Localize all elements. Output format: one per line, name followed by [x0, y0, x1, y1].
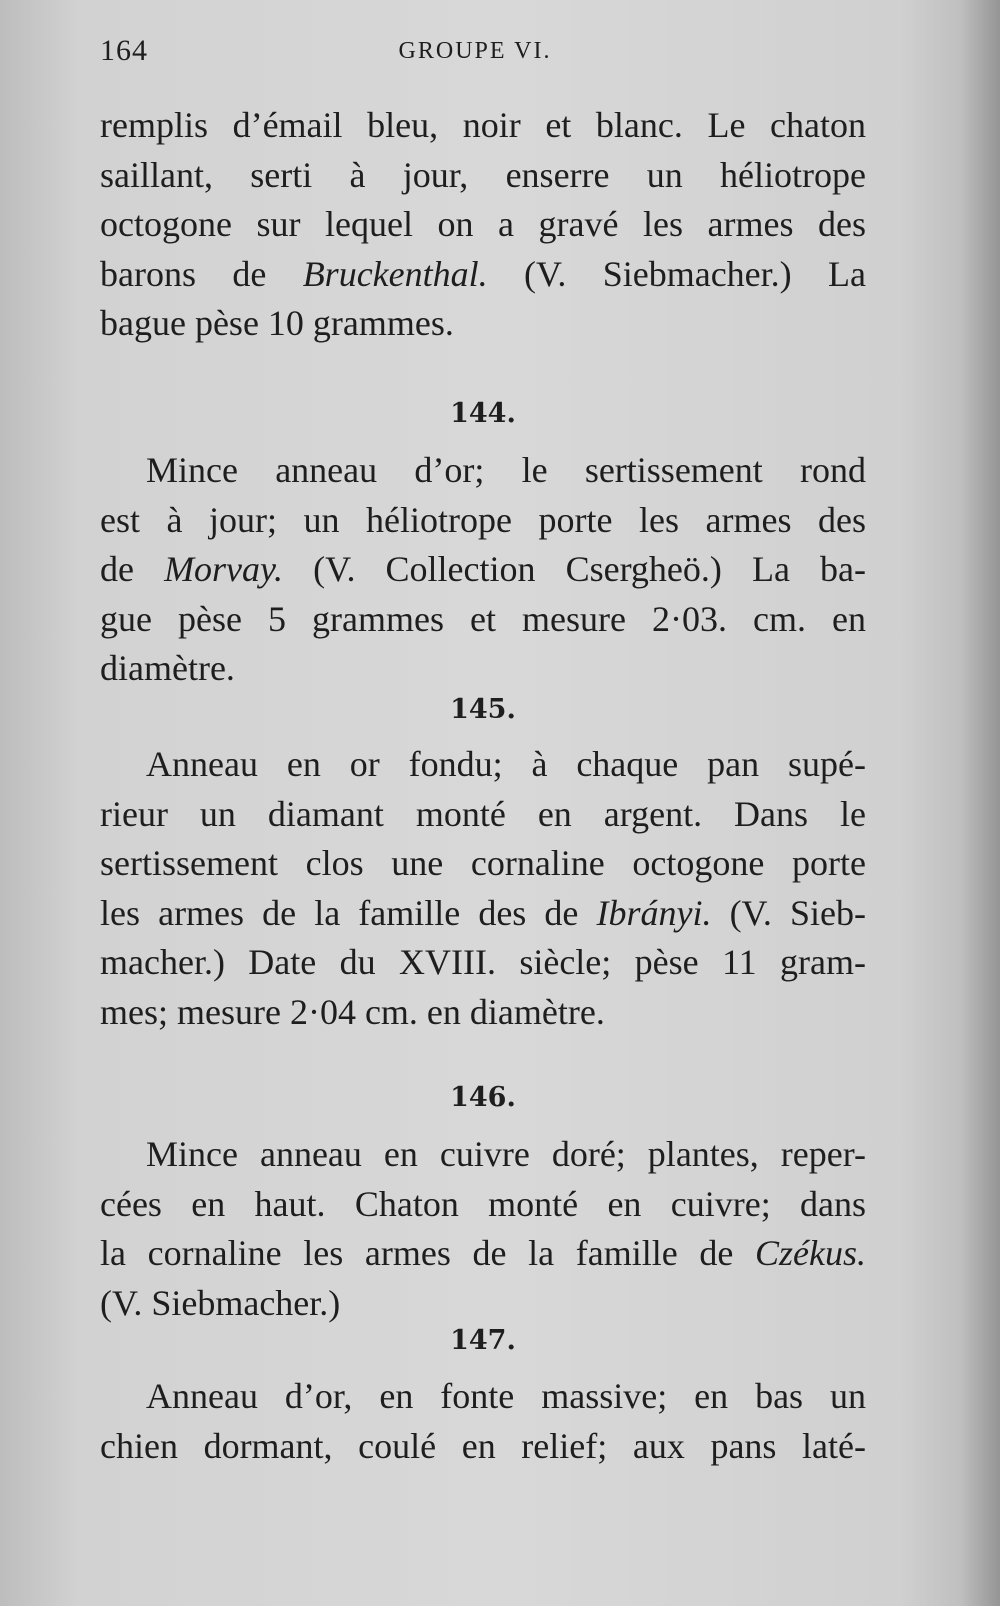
text-line: chien dormant, coulé en relief; aux pans laté- [100, 1425, 866, 1466]
entry-number-147: 147. [450, 1325, 516, 1356]
text-line: remplis d’émail bleu, noir et blanc. Le chaton [100, 105, 866, 145]
text-line: diamètre. [100, 648, 235, 688]
entry-144-text [100, 446, 866, 694]
text-line: la cornaline les armes de la famille de Czékus. [100, 1233, 866, 1273]
page-number: 164 [100, 34, 148, 67]
italic-name: Ibrányi. [596, 892, 712, 933]
italic-name: Czékus. [755, 1233, 866, 1273]
italic-name: Morvay. [164, 549, 284, 589]
entry-number-146: 146. [450, 1082, 516, 1113]
entry-145-text [100, 740, 866, 1037]
text-line: gue pèse 5 grammes et mesure 2·03. cm. en [100, 598, 866, 639]
text-line: Anneau en or fondu; à chaque pan supé- [146, 744, 866, 784]
text-line: barons de Bruckenthal. (V. Siebmacher.) La [100, 253, 866, 294]
text-line: macher.) Date du XVIII. siècle; pèse 11 gram- [100, 942, 866, 982]
text-line: est à jour; un héliotrope porte les armes des [100, 499, 866, 540]
text-line: de Morvay. (V. Collection Csergheö.) La ba- [100, 549, 866, 589]
page-edge-shadow [960, 0, 1000, 1606]
entry-146-text [100, 1130, 866, 1328]
text-line: mes; mesure 2·04 cm. en diamètre. [100, 991, 605, 1032]
text-line: (V. Siebmacher.) [100, 1282, 341, 1323]
entry-number-144: 144. [450, 398, 516, 429]
section-title: GROUPE VI. [398, 38, 552, 64]
text-line: cées en haut. Chaton monté en cuivre; dans [100, 1183, 866, 1224]
text-line: octogone sur lequel on a gravé les armes des [100, 204, 866, 244]
text-line: les armes de la famille des de Ibrányi. (V. Sieb- [100, 892, 866, 933]
italic-name: Bruckenthal. [302, 253, 488, 294]
text-line: rieur un diamant monté en argent. Dans le [100, 793, 866, 834]
continuation-paragraph [100, 101, 866, 349]
text-line: Mince anneau en cuivre doré; plantes, reper- [146, 1134, 866, 1174]
running-head [100, 30, 880, 70]
text-line: sertissement clos une cornaline octogone porte [100, 843, 866, 883]
entry-number-145: 145. [450, 694, 516, 725]
text-line: Mince anneau d’or; le sertissement rond [146, 450, 866, 490]
text-line: Anneau d’or, en fonte massive; en bas un [146, 1376, 866, 1416]
text-line: bague pèse 10 grammes. [100, 303, 454, 343]
entry-147-text [100, 1372, 866, 1471]
text-line: saillant, serti à jour, enserre un héliotrope [100, 154, 866, 195]
